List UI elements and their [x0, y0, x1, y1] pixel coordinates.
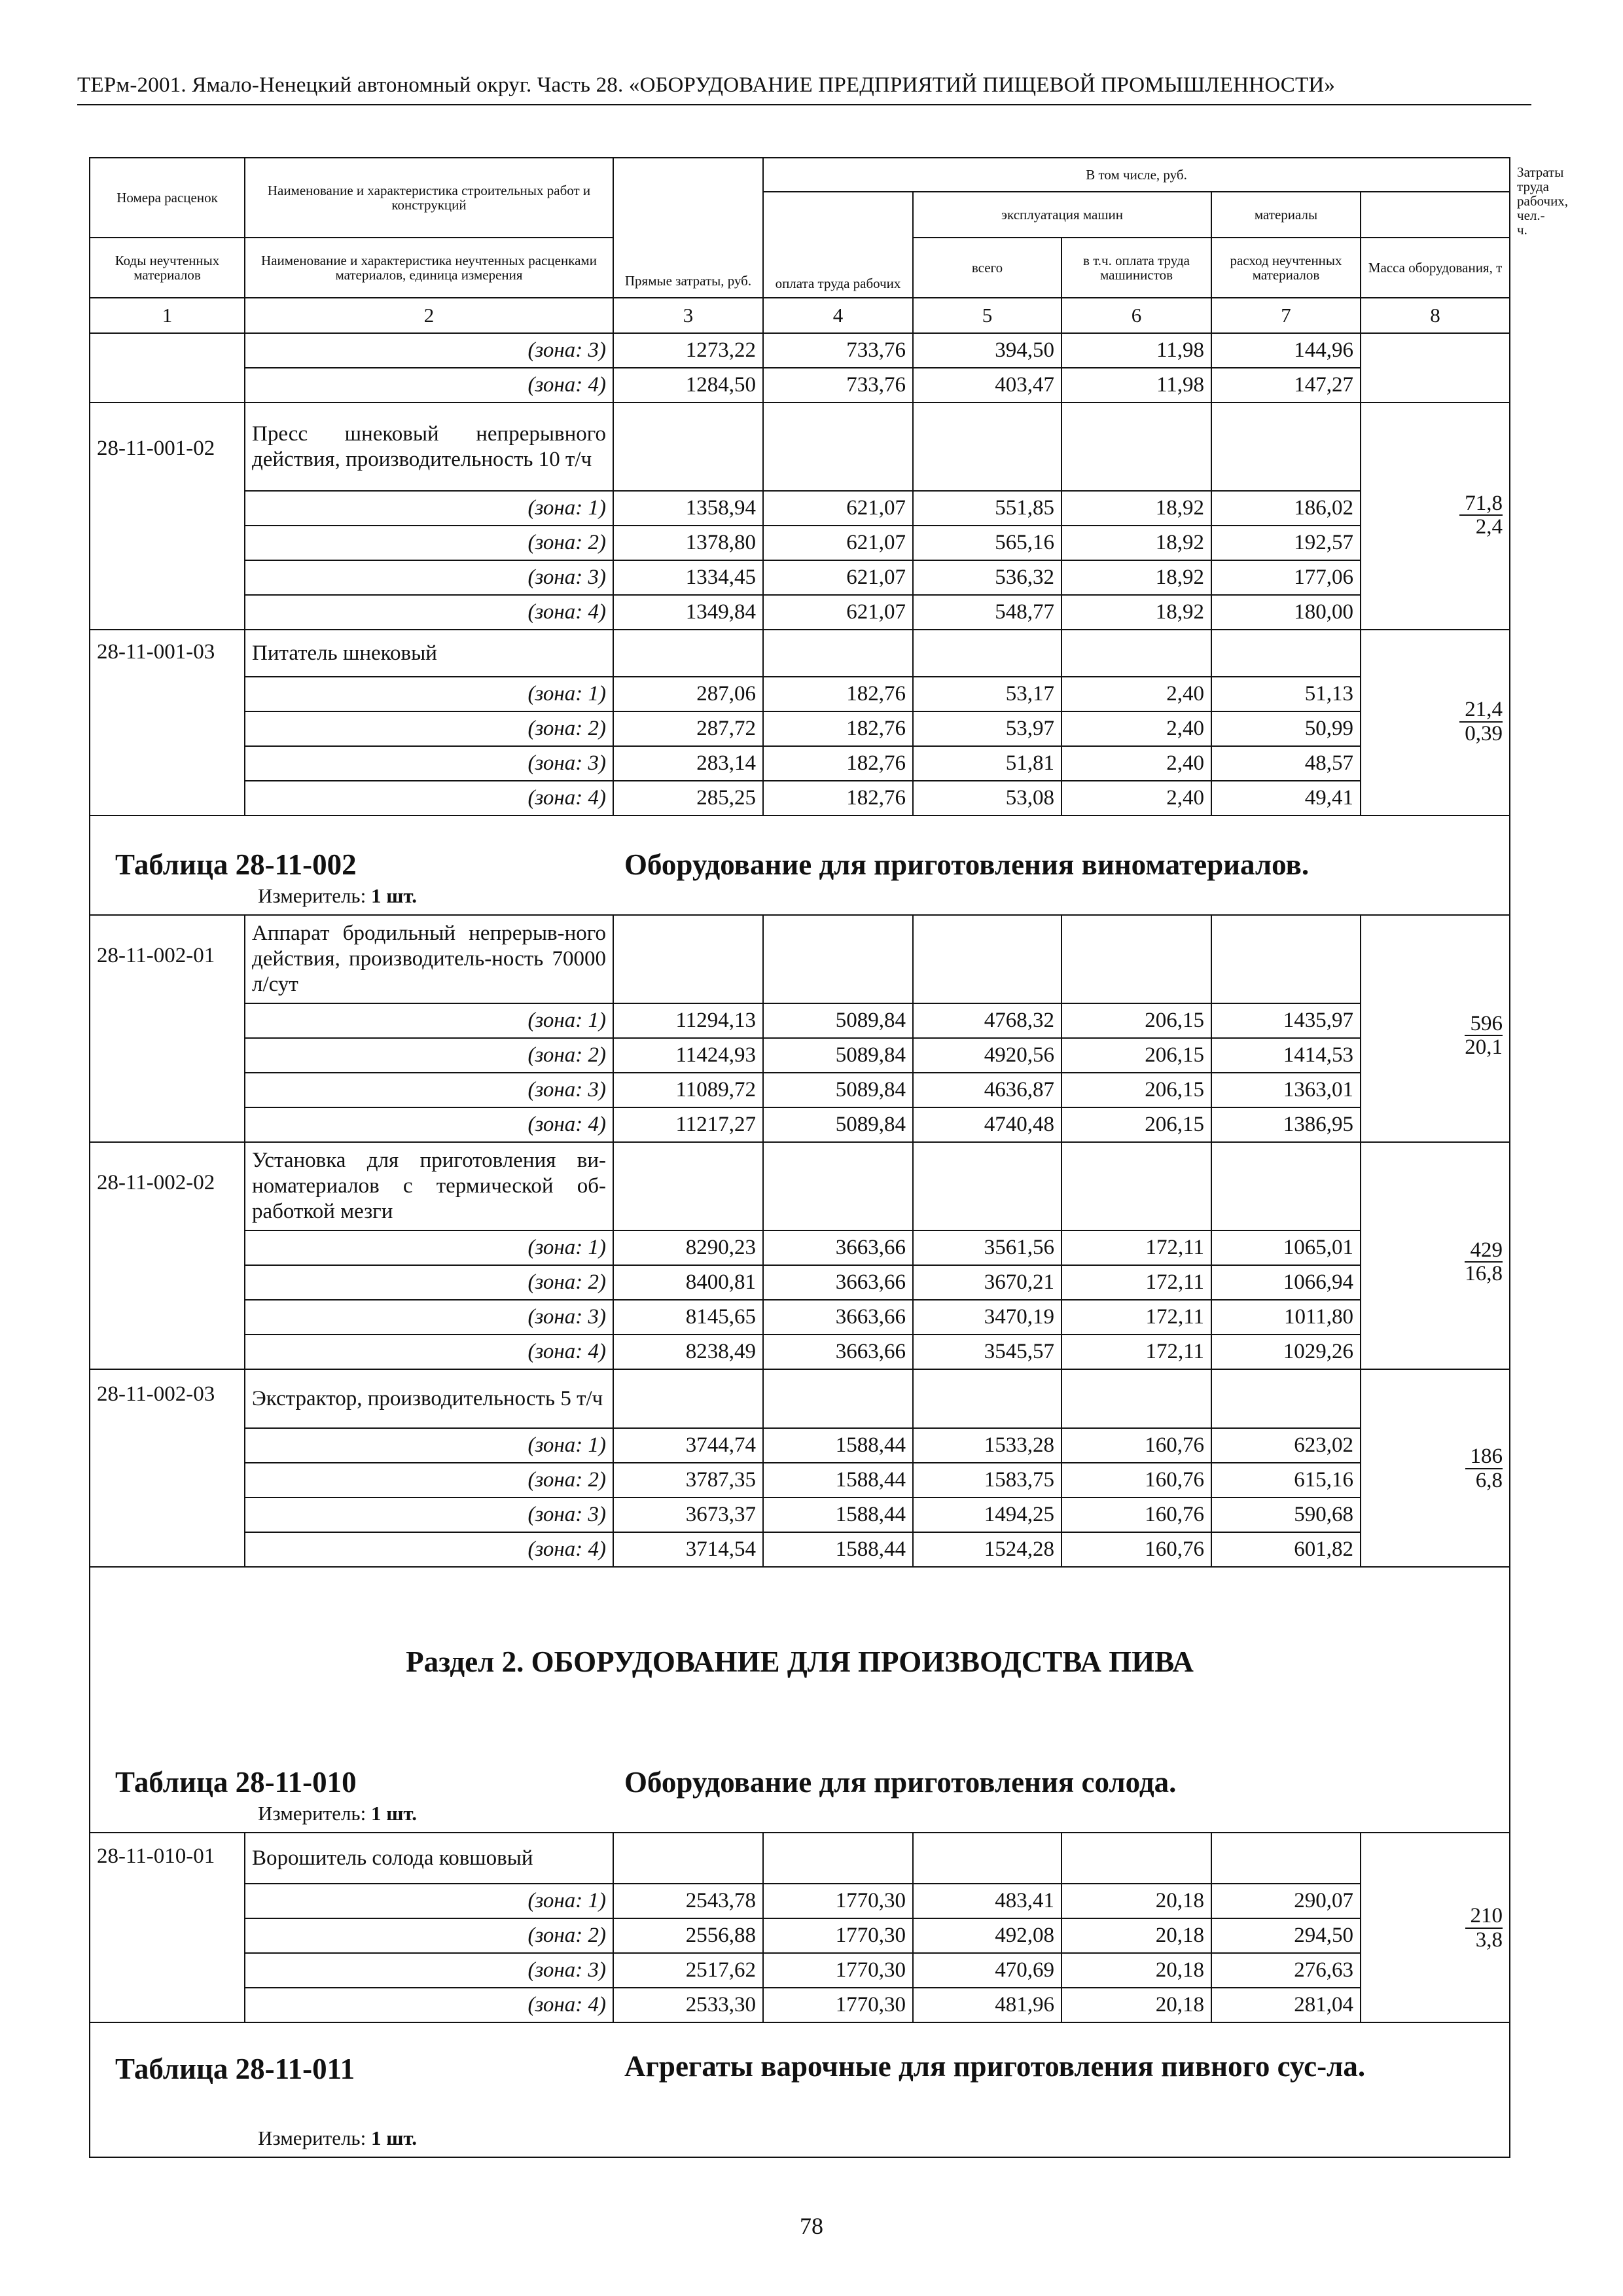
- machines-total: 3561,56: [913, 1230, 1061, 1265]
- machines-operators: 11,98: [1061, 333, 1211, 368]
- table-label: Таблица 28-11-011: [115, 2053, 355, 2085]
- rate-code: 28-11-001-02: [90, 403, 245, 630]
- machines-operators: 172,11: [1061, 1230, 1211, 1265]
- labor-pay: 3663,66: [763, 1300, 913, 1335]
- labor-pay: 733,76: [763, 368, 913, 403]
- machines-total: 53,97: [913, 711, 1061, 746]
- direct-cost: 3744,74: [613, 1428, 763, 1463]
- labor-pay: 1588,44: [763, 1463, 913, 1498]
- zone-label: (зона: 2): [245, 1038, 613, 1073]
- labor-pay: 3663,66: [763, 1230, 913, 1265]
- col-direct: Прямые затраты, руб.: [613, 158, 763, 298]
- machines-operators: 20,18: [1061, 1884, 1211, 1918]
- labor-pay: 3663,66: [763, 1265, 913, 1300]
- machines-operators: 172,11: [1061, 1265, 1211, 1300]
- rates-table: Номера расценок Наименование и характеристика строительных работ и конструкций Прямые затраты, руб. В том числе, руб. Затраты труда рабочих, чел.-ч. оплата труда рабочих эксплуатация машин материалы Коды неучтенных материалов Наименование и характеристика неучтенных расценками материалов, единица измерения всего в т.ч. оплата труда машинистов расход неучтенных материалов Масса оборудования, т 1 2 3 4 5 6 7 8 (зона: 3) 1273,22 733,76 394,50 11,98 144,96 (зона: 4) 1284,50 733,76 403,47 11,98 147,27 28-11-001-02 Пресс шнековый непрерывного действия, производительность 10 т/ч $\frac{71,8}{2,4}$ (зона: 1) 1358,94 621,07 551,85 18,92 186,02 (зона: 2) 1378,80 621,07 565,16 18,92 192,57 (зона: 3) 1334,45 621,07 536,32 18,92 177,06 (зона: 4) 1349,84 621,07 548,77 18,92 180,00 28-11-001-03 Питатель шнековый $\frac{21,4}{0,39}$ (зона: 1) 287,06 182,76 53,17 2,40 51,13 (зона: 2) 287,72 182,76 53,97 2,40 50,99 (зона: 3) 283,14 182,76 51,81 2,40 48,57 (зона: 4) 285,25 182,76 53,08 2,40 49,41 Таблица 28-11-002 Оборудование для приготовления виноматериалов. Измеритель: 1 шт. 28-11-002-01 Аппарат бродильный непрерыв-ного действия, производитель-ность 70000 л/сут $\frac{596}{20,1}$ (зона: 1) 11294,13 5089,84 4768,32 206,15 1435,97 (зона: 2) 11424,93 5089,84 4920,56 206,15 1414,53 (зона: 3) 11089,72 5089,84 4636,87 206,15 1363,01 (зона: 4) 11217,27 5089,84 4740,48 206,15 1386,95 28-11-002-02 Установка для приготовления ви-номатериалов с термической об-работкой мезги $\frac{429}{16,8}$ (зона: 1) 8290,23 3663,66 3561,56 172,11 1065,01 (зона: 2) 8400,81 3663,66 3670,21 172,11 1066,94 (зона: 3) 8145,65 3663,66 3470,19 172,11 1011,80 (зона: 4) 8238,49 3663,66 3545,57 172,11 1029,26 28-11-002-03 Экстрактор, производительность 5 т/ч $\frac{186}{6,8}$ (зона: 1) 3744,74 1588,44 1533,28 160,76 623,02 (зона: 2) 3787,35 1588,44 1583,75 160,76 615,16 (зона: 3) 3673,37 1588,44 1494,25 160,76 590,68 (зона: 4) 3714,54 1588,44 1524,28 160,76 601,82 Раздел 2. ОБОРУДОВАНИЕ ДЛЯ ПРОИЗВОДСТВА ПИВА Таблица 28-11-010 Оборудование для приготовления солода. Измеритель: 1 шт. 28-11-010-01 Ворошитель солода ковшовый $\frac{210}{3,8}$ (зона: 1) 2543,78 1770,30 483,41 20,18 290,07 (зона: 2) 2556,88 1770,30 492,08 20,18 294,50 (зона: 3) 2517,62 1770,30 470,69 20,18 276,63 (зона: 4) 2533,30 1770,30 481,96 20,18 281,04 Таблица 28-11-011 Агрегаты варочные для приготовления пивного сус-ла. Измеритель: 1 шт.: [89, 157, 1510, 2158]
- labor-cost: 429: [1465, 1239, 1503, 1263]
- rate-code: 28-11-002-02: [90, 1142, 245, 1369]
- rate-item: [90, 1142, 1510, 1369]
- col-machines-operators: в т.ч. оплата труда машинистов: [1061, 238, 1211, 298]
- col-name-top: Наименование и характеристика строительных работ и конструкций: [245, 158, 613, 238]
- col-number: 8: [1361, 298, 1510, 333]
- direct-cost: 8238,49: [613, 1335, 763, 1369]
- direct-cost: 3714,54: [613, 1532, 763, 1567]
- zone-label: (зона: 3): [245, 560, 613, 595]
- machines-total: 4636,87: [913, 1073, 1061, 1107]
- labor-pay: 621,07: [763, 560, 913, 595]
- zone-label: (зона: 4): [245, 781, 613, 816]
- direct-cost: 8145,65: [613, 1300, 763, 1335]
- col-materials-top: материалы: [1211, 192, 1361, 238]
- materials: 1011,80: [1211, 1300, 1361, 1335]
- direct-cost: 2556,88: [613, 1918, 763, 1953]
- labor-pay: 5089,84: [763, 1003, 913, 1038]
- machines-operators: 2,40: [1061, 746, 1211, 781]
- labor-pay: 1770,30: [763, 1884, 913, 1918]
- labor-mass-cell: [1361, 368, 1510, 403]
- machines-operators: 160,76: [1061, 1463, 1211, 1498]
- materials: 186,02: [1211, 491, 1361, 526]
- table-title: Агрегаты варочные для приготовления пивного сус-ла.: [624, 2050, 1366, 2083]
- materials: 1435,97: [1211, 1003, 1361, 1038]
- equipment-mass: 20,1: [1465, 1035, 1503, 1060]
- col-number: 4: [763, 298, 913, 333]
- labor-pay: 5089,84: [763, 1038, 913, 1073]
- direct-cost: 283,14: [613, 746, 763, 781]
- machines-total: 1494,25: [913, 1498, 1061, 1532]
- measure-label: Измеритель:: [258, 884, 366, 907]
- machines-total: 548,77: [913, 595, 1061, 630]
- materials: 590,68: [1211, 1498, 1361, 1532]
- machines-total: 1533,28: [913, 1428, 1061, 1463]
- section-title: Раздел 2. ОБОРУДОВАНИЕ ДЛЯ ПРОИЗВОДСТВА ПИВА: [406, 1645, 1194, 1678]
- direct-cost: 2533,30: [613, 1988, 763, 2022]
- materials: 281,04: [1211, 1988, 1361, 2022]
- machines-operators: 160,76: [1061, 1498, 1211, 1532]
- col-codes-bottom: Коды неучтенных материалов: [90, 238, 245, 298]
- labor-mass-fraction: [1361, 630, 1510, 816]
- labor-pay: 1588,44: [763, 1532, 913, 1567]
- carry-over-rows: [90, 333, 1510, 403]
- col-number: 1: [90, 298, 245, 333]
- machines-total: 4768,32: [913, 1003, 1061, 1038]
- rate-item: [90, 403, 1510, 630]
- zone-label: (зона: 1): [245, 677, 613, 711]
- col-number: 7: [1211, 298, 1361, 333]
- machines-operators: 20,18: [1061, 1953, 1211, 1988]
- machines-operators: 172,11: [1061, 1300, 1211, 1335]
- rate-item: [90, 630, 1510, 816]
- materials: 177,06: [1211, 560, 1361, 595]
- labor-pay: 3663,66: [763, 1335, 913, 1369]
- materials: 1386,95: [1211, 1107, 1361, 1142]
- equipment-mass: 3,8: [1475, 1928, 1503, 1952]
- equipment-mass: 16,8: [1465, 1262, 1503, 1286]
- table-label: Таблица 28-11-010: [115, 1766, 357, 1799]
- materials: 615,16: [1211, 1463, 1361, 1498]
- direct-cost: 1378,80: [613, 526, 763, 560]
- zone-label: (зона: 2): [245, 1265, 613, 1300]
- materials: 601,82: [1211, 1532, 1361, 1567]
- direct-cost: 1358,94: [613, 491, 763, 526]
- machines-total: 565,16: [913, 526, 1061, 560]
- zone-label: (зона: 4): [245, 1335, 613, 1369]
- equipment-mass: 0,39: [1465, 721, 1503, 745]
- machines-operators: 206,15: [1061, 1073, 1211, 1107]
- machines-total: 53,17: [913, 677, 1061, 711]
- table-title: Оборудование для приготовления виноматериалов.: [624, 848, 1310, 881]
- zone-label: (зона: 4): [245, 1988, 613, 2022]
- machines-operators: 2,40: [1061, 781, 1211, 816]
- zone-label: (зона: 4): [245, 368, 613, 403]
- labor-pay: 182,76: [763, 711, 913, 746]
- machines-total: 551,85: [913, 491, 1061, 526]
- table-label: Таблица 28-11-002: [115, 848, 357, 881]
- materials: 1066,94: [1211, 1265, 1361, 1300]
- rate-item: [90, 1833, 1510, 2022]
- equipment-mass: 6,8: [1475, 1468, 1503, 1492]
- direct-cost: 1273,22: [613, 333, 763, 368]
- col-number: 3: [613, 298, 763, 333]
- measure-value: 1 шт.: [370, 1802, 418, 1825]
- direct-cost: 11089,72: [613, 1073, 763, 1107]
- zone-label: (зона: 1): [245, 1428, 613, 1463]
- col-machines: эксплуатация машин: [913, 192, 1211, 238]
- machines-total: 536,32: [913, 560, 1061, 595]
- zone-label: (зона: 4): [245, 1532, 613, 1567]
- direct-cost: 11294,13: [613, 1003, 763, 1038]
- col-labor: оплата труда рабочих: [763, 192, 913, 298]
- machines-operators: 206,15: [1061, 1107, 1211, 1142]
- machines-total: 481,96: [913, 1988, 1061, 2022]
- machines-operators: 206,15: [1061, 1038, 1211, 1073]
- materials: 144,96: [1211, 333, 1361, 368]
- col-mass-bottom: Масса оборудования, т: [1361, 238, 1510, 298]
- machines-operators: 11,98: [1061, 368, 1211, 403]
- materials: 192,57: [1211, 526, 1361, 560]
- col-number: 5: [913, 298, 1061, 333]
- col-incl: В том числе, руб.: [763, 158, 1510, 192]
- labor-pay: 1588,44: [763, 1428, 913, 1463]
- machines-total: 470,69: [913, 1953, 1061, 1988]
- materials: 623,02: [1211, 1428, 1361, 1463]
- labor-cost: 186: [1465, 1445, 1503, 1469]
- col-name-bottom: Наименование и характеристика неучтенных расценками материалов, единица измерения: [245, 238, 613, 298]
- measure-unit: [258, 884, 417, 908]
- direct-cost: 287,72: [613, 711, 763, 746]
- machines-operators: 160,76: [1061, 1532, 1211, 1567]
- direct-cost: 3673,37: [613, 1498, 763, 1532]
- direct-cost: 1284,50: [613, 368, 763, 403]
- machines-operators: 2,40: [1061, 711, 1211, 746]
- machines-total: 51,81: [913, 746, 1061, 781]
- machines-operators: 18,92: [1061, 491, 1211, 526]
- col-codes-top: Номера расценок: [90, 158, 245, 238]
- rate-name: Ворошитель солода ковшовый: [245, 1833, 613, 1884]
- direct-cost: 287,06: [613, 677, 763, 711]
- zone-label: (зона: 1): [245, 1003, 613, 1038]
- zone-label: (зона: 1): [245, 1230, 613, 1265]
- zone-label: (зона: 3): [245, 746, 613, 781]
- materials: 1363,01: [1211, 1073, 1361, 1107]
- labor-pay: 733,76: [763, 333, 913, 368]
- table-heading: [90, 2022, 1510, 2157]
- rate-code: 28-11-002-01: [90, 915, 245, 1142]
- rate-name: Питатель шнековый: [245, 630, 613, 677]
- materials: 50,99: [1211, 711, 1361, 746]
- equipment-mass: 2,4: [1475, 515, 1503, 539]
- labor-pay: 182,76: [763, 746, 913, 781]
- labor-pay: 621,07: [763, 595, 913, 630]
- rate-code: 28-11-002-03: [90, 1369, 245, 1567]
- rate-name: Экстрактор, производительность 5 т/ч: [245, 1369, 613, 1428]
- machines-operators: 20,18: [1061, 1918, 1211, 1953]
- table-heading: [90, 816, 1510, 915]
- col-number: 2: [245, 298, 613, 333]
- code-cell: [90, 368, 245, 403]
- zone-label: (зона: 4): [245, 1107, 613, 1142]
- rate-item: [90, 915, 1510, 1142]
- labor-pay: 1770,30: [763, 1988, 913, 2022]
- labor-pay: 1770,30: [763, 1918, 913, 1953]
- direct-cost: 11217,27: [613, 1107, 763, 1142]
- labor-pay: 1770,30: [763, 1953, 913, 1988]
- machines-operators: 20,18: [1061, 1988, 1211, 2022]
- materials: 51,13: [1211, 677, 1361, 711]
- measure-unit: [258, 1802, 417, 1825]
- labor-mass-fraction: [1361, 1142, 1510, 1369]
- machines-operators: 18,92: [1061, 560, 1211, 595]
- machines-operators: 2,40: [1061, 677, 1211, 711]
- machines-operators: 172,11: [1061, 1335, 1211, 1369]
- labor-pay: 182,76: [763, 677, 913, 711]
- machines-total: 53,08: [913, 781, 1061, 816]
- materials: 276,63: [1211, 1953, 1361, 1988]
- zone-label: (зона: 3): [245, 1073, 613, 1107]
- materials: 290,07: [1211, 1884, 1361, 1918]
- zone-label: (зона: 2): [245, 1463, 613, 1498]
- rate-item: [90, 1369, 1510, 1567]
- materials: 1065,01: [1211, 1230, 1361, 1265]
- zone-label: (зона: 3): [245, 1498, 613, 1532]
- col-machines-total: всего: [913, 238, 1061, 298]
- zone-label: (зона: 3): [245, 333, 613, 368]
- labor-mass-fraction: [1361, 1369, 1510, 1567]
- materials: 49,41: [1211, 781, 1361, 816]
- zone-label: (зона: 2): [245, 1918, 613, 1953]
- table-title: Оборудование для приготовления солода.: [624, 1766, 1177, 1799]
- direct-cost: 1349,84: [613, 595, 763, 630]
- labor-cost: 210: [1465, 1905, 1503, 1929]
- machines-total: 3670,21: [913, 1265, 1061, 1300]
- machines-total: 394,50: [913, 333, 1061, 368]
- machines-total: 403,47: [913, 368, 1061, 403]
- labor-pay: 621,07: [763, 491, 913, 526]
- machines-operators: 18,92: [1061, 526, 1211, 560]
- zone-label: (зона: 2): [245, 711, 613, 746]
- col-number: 6: [1061, 298, 1211, 333]
- rate-name: Установка для приготовления ви-номатериалов с термической об-работкой мезги: [245, 1142, 613, 1230]
- rate-name: Аппарат бродильный непрерыв-ного действия, производитель-ность 70000 л/сут: [245, 915, 613, 1003]
- machines-operators: 206,15: [1061, 1003, 1211, 1038]
- materials: 147,27: [1211, 368, 1361, 403]
- machines-total: 3470,19: [913, 1300, 1061, 1335]
- labor-cost: 71,8: [1459, 492, 1503, 516]
- machines-total: 483,41: [913, 1884, 1061, 1918]
- machines-total: 4920,56: [913, 1038, 1061, 1073]
- materials: 294,50: [1211, 1918, 1361, 1953]
- measure-unit: [258, 2126, 417, 2150]
- labor-mass-fraction: [1361, 915, 1510, 1142]
- zone-label: (зона: 4): [245, 595, 613, 630]
- code-cell: [90, 333, 245, 368]
- zone-label: (зона: 3): [245, 1953, 613, 1988]
- labor-cost: 21,4: [1459, 698, 1503, 723]
- direct-cost: 8290,23: [613, 1230, 763, 1265]
- direct-cost: 1334,45: [613, 560, 763, 595]
- labor-pay: 5089,84: [763, 1107, 913, 1142]
- direct-cost: 11424,93: [613, 1038, 763, 1073]
- zone-label: (зона: 1): [245, 1884, 613, 1918]
- rate-code: 28-11-001-03: [90, 630, 245, 816]
- direct-cost: 285,25: [613, 781, 763, 816]
- rate-name: Пресс шнековый непрерывного действия, производительность 10 т/ч: [245, 403, 613, 491]
- direct-cost: 2543,78: [613, 1884, 763, 1918]
- machines-total: 492,08: [913, 1918, 1061, 1953]
- page-number: 78: [800, 2213, 823, 2239]
- machines-total: 1524,28: [913, 1532, 1061, 1567]
- measure-label: Измеритель:: [258, 1802, 366, 1825]
- labor-pay: 182,76: [763, 781, 913, 816]
- labor-cost: 596: [1465, 1013, 1503, 1037]
- direct-cost: 2517,62: [613, 1953, 763, 1988]
- labor-pay: 5089,84: [763, 1073, 913, 1107]
- labor-pay: 621,07: [763, 526, 913, 560]
- zone-label: (зона: 3): [245, 1300, 613, 1335]
- labor-mass-fraction: [1361, 403, 1510, 630]
- labor-mass-cell: [1361, 333, 1510, 368]
- zone-label: (зона: 2): [245, 526, 613, 560]
- measure-value: 1 шт.: [370, 2126, 418, 2149]
- direct-cost: 3787,35: [613, 1463, 763, 1498]
- materials: 48,57: [1211, 746, 1361, 781]
- materials: 1414,53: [1211, 1038, 1361, 1073]
- materials: 1029,26: [1211, 1335, 1361, 1369]
- materials: 180,00: [1211, 595, 1361, 630]
- labor-mass-fraction: [1361, 1833, 1510, 2022]
- direct-cost: 8400,81: [613, 1265, 763, 1300]
- measure-label: Измеритель:: [258, 2126, 366, 2149]
- machines-operators: 18,92: [1061, 595, 1211, 630]
- rate-code: 28-11-010-01: [90, 1833, 245, 2022]
- machines-total: 3545,57: [913, 1335, 1061, 1369]
- running-header: ТЕРм-2001. Ямало-Ненецкий автономный округ. Часть 28. «ОБОРУДОВАНИЕ ПРЕДПРИЯТИЙ ПИЩЕВОЙ ПРОМЫШЛЕННОСТИ»: [77, 73, 1531, 105]
- section-block: [90, 1567, 1510, 1833]
- zone-label: (зона: 1): [245, 491, 613, 526]
- labor-pay: 1588,44: [763, 1498, 913, 1532]
- machines-total: 4740,48: [913, 1107, 1061, 1142]
- machines-operators: 160,76: [1061, 1428, 1211, 1463]
- machines-total: 1583,75: [913, 1463, 1061, 1498]
- col-materials-bottom: расход неучтенных материалов: [1211, 238, 1361, 298]
- measure-value: 1 шт.: [370, 884, 418, 907]
